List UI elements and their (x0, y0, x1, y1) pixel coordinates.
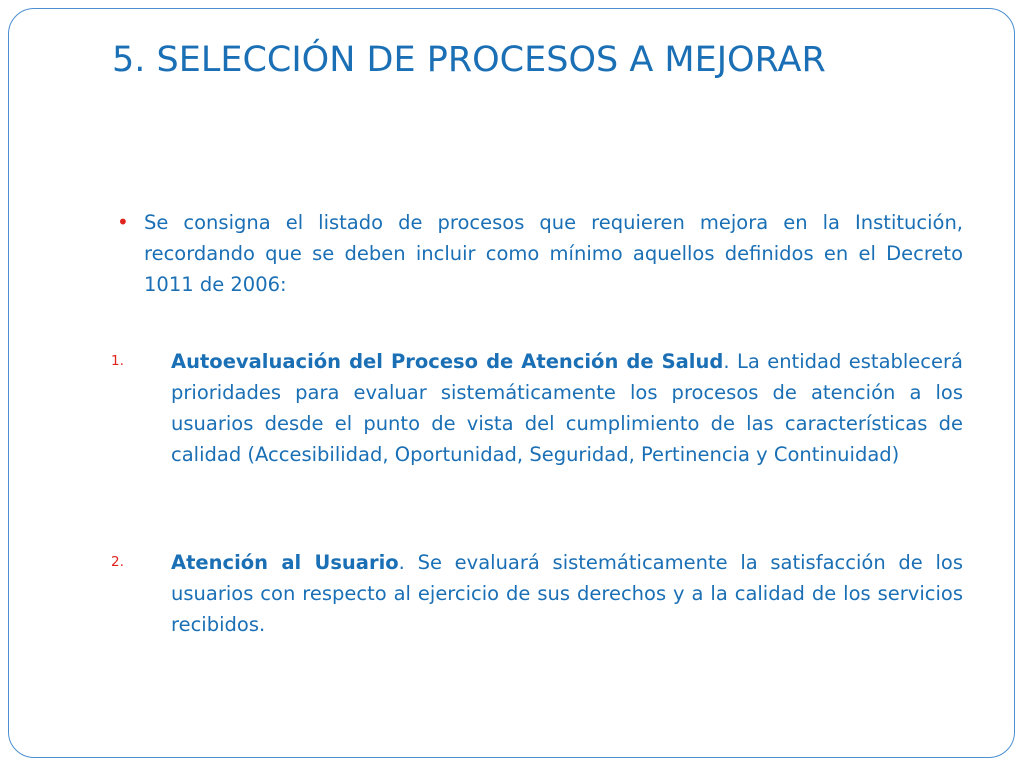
item-lead: Atención al Usuario (171, 551, 399, 574)
item-text (171, 547, 963, 640)
numbered-item-1 (111, 346, 963, 470)
bullet-marker: • (117, 210, 129, 234)
numbered-item-2 (111, 547, 963, 640)
item-body: . La entidad establecerá prioridades para evaluar sistemáticamente los procesos de atención a los usuarios desde el punto de vista del cumplimiento de las características de calidad (Accesibilidad, Oportunidad, Seguridad, Pertinencia y Continuidad) (171, 350, 963, 466)
bullet-paragraph (117, 207, 963, 300)
item-lead: Autoevaluación del Proceso de Atención de Salud (171, 350, 724, 373)
item-text (171, 346, 963, 470)
item-number: 2. (111, 554, 124, 570)
item-number: 1. (111, 353, 124, 369)
item-body: . Se evaluará sistemáticamente la satisfacción de los usuarios con respecto al ejercicio de sus derechos y a la calidad de los servicios recibidos. (171, 551, 963, 636)
slide-title: 5. SELECCIÓN DE PROCESOS A MEJORAR (112, 40, 826, 80)
bullet-text: Se consigna el listado de procesos que requieren mejora en la Institución, recordando que se deben incluir como mínimo aquellos definidos en el Decreto 1011 de 2006: (144, 211, 963, 296)
